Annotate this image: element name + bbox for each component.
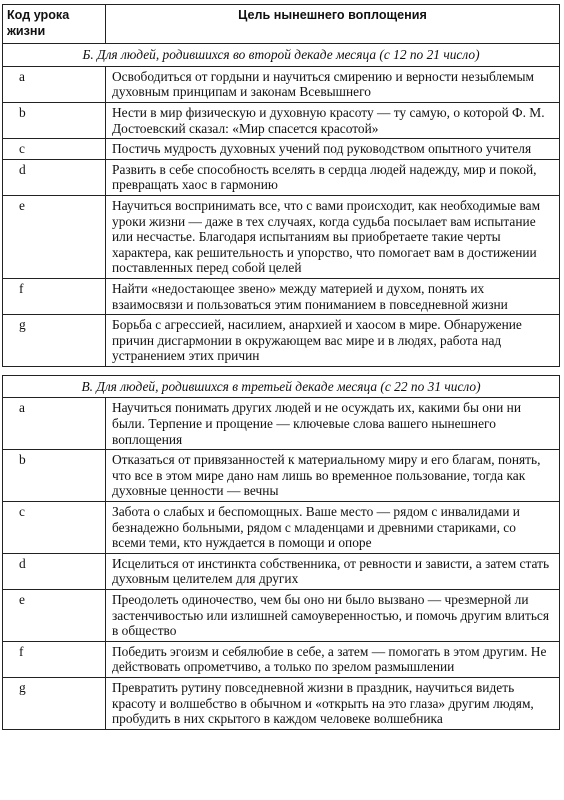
table-row bbox=[3, 195, 560, 278]
table-row bbox=[3, 677, 560, 729]
table-row bbox=[3, 315, 560, 367]
table-row bbox=[3, 641, 560, 677]
table-row bbox=[3, 398, 560, 450]
table-row bbox=[3, 102, 560, 138]
row-text: Развить в себе способность вселять в сердца людей надежду, мир и покой, превращать хаос в гармонию bbox=[106, 159, 560, 195]
row-text: Научиться понимать других людей и не осуждать их, какими бы они ни были. Терпение и прощение — ключевые слова вашего нынешнего воплощения bbox=[106, 398, 560, 450]
row-code: d bbox=[3, 553, 106, 589]
row-text: Забота о слабых и беспомощных. Ваше место — рядом с инвалидами и безнадежно больными, рядом с младенцами и древними стариками, со всеми теми, кто нуждается в помощи и опоре bbox=[106, 502, 560, 554]
row-code: a bbox=[3, 66, 106, 102]
table-row bbox=[3, 590, 560, 642]
table-row bbox=[3, 278, 560, 314]
life-lessons-table bbox=[2, 4, 560, 730]
row-text: Освободиться от гордыни и научиться смирению и верности незыблемым духовным принципам и законам Всевышнего bbox=[106, 66, 560, 102]
row-code: g bbox=[3, 677, 106, 729]
row-text: Нести в мир физическую и духовную красоту — ту самую, о которой Ф. М. Достоевский сказал: «Мир спасется красотой» bbox=[106, 102, 560, 138]
section-title-row bbox=[3, 375, 560, 398]
header-code: Код урока жизни bbox=[3, 5, 106, 44]
table-row bbox=[3, 159, 560, 195]
row-code: c bbox=[3, 502, 106, 554]
row-code: b bbox=[3, 450, 106, 502]
row-text: Преодолеть одиночество, чем бы оно ни было вызвано — чрезмерной ли застенчивостью или излишней самоуверенностью, и помочь другим влиться в общество bbox=[106, 590, 560, 642]
header-goal: Цель нынешнего воплощения bbox=[106, 5, 560, 44]
row-text: Исцелиться от инстинкта собственника, от ревности и зависти, а затем стать духовным целителем для других bbox=[106, 553, 560, 589]
row-code: a bbox=[3, 398, 106, 450]
row-code: b bbox=[3, 102, 106, 138]
section-gap bbox=[3, 366, 560, 375]
table-row bbox=[3, 553, 560, 589]
section-v-title: В. Для людей, родившихся в третьей декаде месяца (с 22 по 31 число) bbox=[3, 375, 560, 398]
row-text: Отказаться от привязанностей к материальному миру и его благам, понять, что все в этом мире дано нам лишь во временное пользование, тогда как духовные ценности — вечны bbox=[106, 450, 560, 502]
row-text: Постичь мудрость духовных учений под руководством опытного учителя bbox=[106, 139, 560, 160]
row-text: Борьба с агрессией, насилием, анархией и хаосом в мире. Обнаружение причин дисгармонии в окружающем вас мире и в людях, работа над устранением этих причин bbox=[106, 315, 560, 367]
row-code: g bbox=[3, 315, 106, 367]
row-code: e bbox=[3, 590, 106, 642]
row-code: f bbox=[3, 641, 106, 677]
section-b-title: Б. Для людей, родившихся во второй декаде месяца (с 12 по 21 число) bbox=[3, 44, 560, 67]
table-row bbox=[3, 502, 560, 554]
section-title-row bbox=[3, 44, 560, 67]
row-code: c bbox=[3, 139, 106, 160]
table-row bbox=[3, 450, 560, 502]
row-code: d bbox=[3, 159, 106, 195]
row-code: e bbox=[3, 195, 106, 278]
row-text: Найти «недостающее звено» между материей и духом, понять их взаимосвязи и пользоваться этим пониманием в повседневной жизни bbox=[106, 278, 560, 314]
row-text: Превратить рутину повседневной жизни в праздник, научиться видеть красоту и волшебство в обычном и «открыть на это глаза» другим людям, пробудить в них скрытого в каждом человеке волшебника bbox=[106, 677, 560, 729]
row-code: f bbox=[3, 278, 106, 314]
table-header-row bbox=[3, 5, 560, 44]
table-row bbox=[3, 66, 560, 102]
table-row bbox=[3, 139, 560, 160]
row-text: Победить эгоизм и себялюбие в себе, а затем — помогать в этом другим. Не действовать опрометчиво, а только по зрелом размышлении bbox=[106, 641, 560, 677]
row-text: Научиться воспринимать все, что с вами происходит, как необходимые вам уроки жизни — даже в тех случаях, когда судьба посылает вам испытание или несчастье. Благодаря испытаниям вы приобретаете такие черты характера, как решительность и упорство, что помогает вам в достижении поставленных перед собой целей bbox=[106, 195, 560, 278]
